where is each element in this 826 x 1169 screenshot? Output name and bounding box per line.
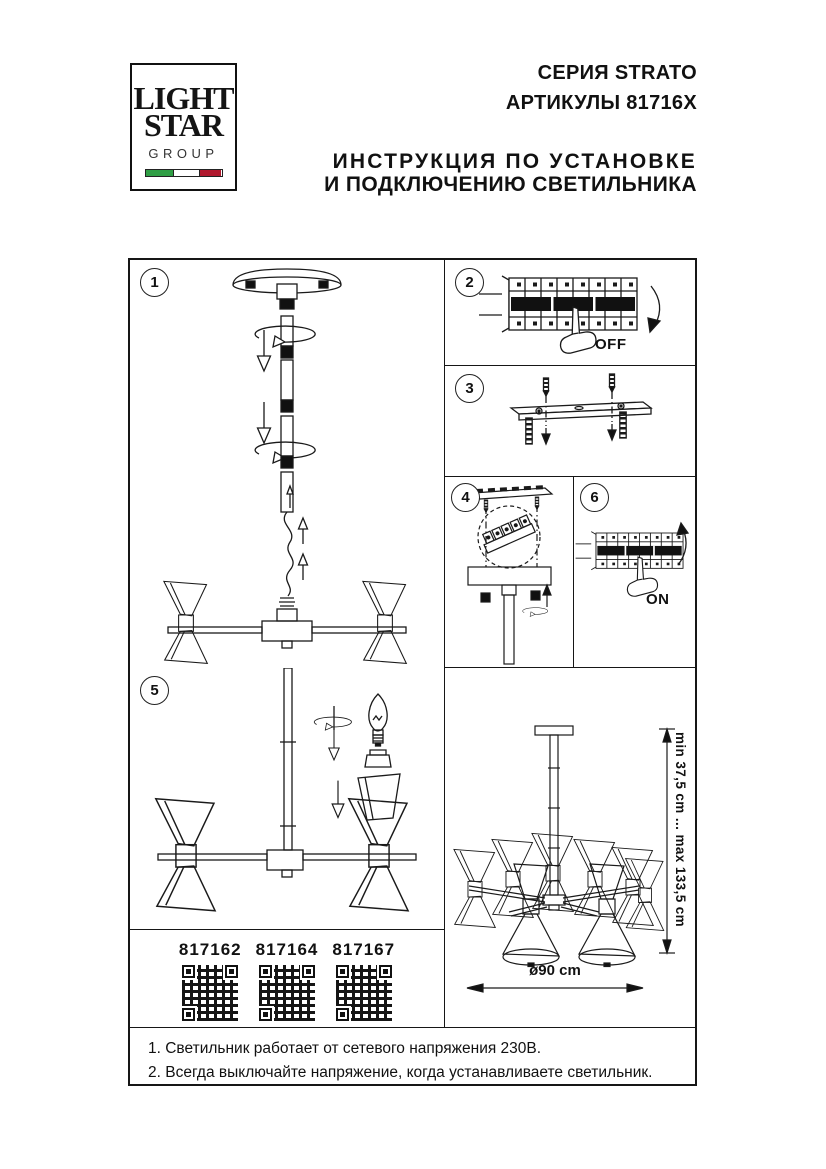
circuit-breaker — [576, 532, 683, 570]
flag-white-segment — [173, 170, 200, 176]
diameter-dimension: ø90 cm — [529, 962, 581, 979]
shade-bowtie — [363, 581, 406, 663]
bulb-shade-diagram — [130, 668, 443, 928]
rotate-arrow-icon — [523, 608, 548, 617]
step-6-badge: 6 — [580, 483, 609, 512]
height-range-dimension: min 37,5 cm ... max 133,5 cm — [673, 732, 688, 928]
articles-title: АРТИКУЛЫ 81716X — [505, 92, 697, 114]
qr-finder-mark — [225, 965, 238, 978]
panel-6-power-on — [574, 477, 695, 668]
lightstar-logo — [130, 63, 237, 191]
shade-bowtie — [492, 839, 533, 917]
rotate-arrow-icon — [314, 717, 351, 730]
socket-cap — [370, 750, 386, 755]
shade-bowtie — [164, 581, 207, 663]
qr-finder-mark — [259, 965, 272, 978]
logo-word-light: LIGHT — [133, 80, 234, 116]
step-1-badge: 1 — [140, 268, 169, 297]
shade-bowtie — [156, 799, 215, 911]
logo-word-group: GROUP — [148, 146, 219, 161]
series-title: СЕРИЯ STRATO — [537, 62, 697, 84]
off-label: OFF — [595, 336, 627, 353]
note-line-2: 2. Всегда выключайте напряжение, когда устанавливаете светильник. — [148, 1064, 653, 1081]
diagram-grid — [128, 258, 697, 1086]
header-titles — [300, 58, 697, 196]
shade-bowtie — [349, 799, 408, 911]
notes-section — [130, 1027, 695, 1084]
flag-green-segment — [146, 170, 173, 176]
panel-3-mounting-bar — [445, 366, 695, 477]
qr-finder-mark — [336, 1008, 349, 1021]
down-arrow-icon — [542, 428, 550, 444]
qr-item — [179, 940, 242, 1021]
qr-finder-mark — [336, 965, 349, 978]
shade-bowtie — [454, 849, 495, 927]
on-label: ON — [646, 591, 670, 608]
article-number: 817162 — [178, 940, 242, 959]
step-4-badge: 4 — [451, 483, 480, 512]
panel-1-rod-assembly — [130, 260, 445, 668]
down-arrow-icon — [258, 330, 271, 371]
step-5-badge: 5 — [140, 676, 169, 705]
instruction-heading — [300, 150, 697, 196]
italian-flag-bar — [145, 169, 223, 177]
qr-finder-mark — [182, 965, 195, 978]
qr-item — [256, 940, 319, 1021]
qr-finder-mark — [259, 1008, 272, 1021]
terminal-block — [480, 515, 535, 554]
up-arrow-icon — [299, 554, 308, 580]
qr-item — [332, 940, 395, 1021]
step-3-badge: 3 — [455, 374, 484, 403]
rod-assembly-diagram — [130, 260, 443, 666]
panel-2-power-off — [445, 260, 695, 366]
panel-4-wiring — [445, 477, 574, 668]
article-number: 817167 — [332, 940, 396, 959]
candle-bulb — [365, 694, 391, 767]
wall-anchor-icon — [526, 418, 532, 444]
down-arrow-icon — [332, 781, 344, 818]
qr-row — [130, 930, 444, 1021]
down-arrow-icon — [329, 727, 339, 760]
flag-red-segment — [200, 170, 221, 176]
panel-5-bulb-shade — [130, 668, 445, 930]
instruction-heading-line2: И ПОДКЛЮЧЕНИЮ СВЕТИЛЬНИКА — [324, 173, 697, 196]
cone-shade — [358, 774, 400, 820]
shade-bowtie — [532, 833, 573, 911]
circuit-breaker — [479, 276, 637, 332]
screw-icon — [544, 378, 549, 396]
panel-dimensions — [445, 668, 695, 1027]
qr-section — [130, 930, 445, 1027]
down-arrow-icon — [258, 402, 271, 443]
qr-code — [182, 965, 238, 1021]
logo-word-star: STAR — [144, 107, 223, 143]
qr-finder-mark — [379, 965, 392, 978]
note-line-1: 1. Светильник работает от сетевого напряжения 230В. — [148, 1040, 542, 1057]
qr-code — [259, 965, 315, 1021]
up-arrow-icon — [299, 518, 308, 544]
instruction-heading-line1: ИНСТРУКЦИЯ ПО УСТАНОВКЕ — [332, 150, 697, 173]
qr-finder-mark — [302, 965, 315, 978]
down-arrow-icon — [608, 424, 616, 440]
article-number: 817164 — [255, 940, 319, 959]
step-2-badge: 2 — [455, 268, 484, 297]
notes-text — [130, 1028, 695, 1085]
screw-icon — [610, 374, 615, 392]
qr-finder-mark — [182, 1008, 195, 1021]
qr-code — [336, 965, 392, 1021]
